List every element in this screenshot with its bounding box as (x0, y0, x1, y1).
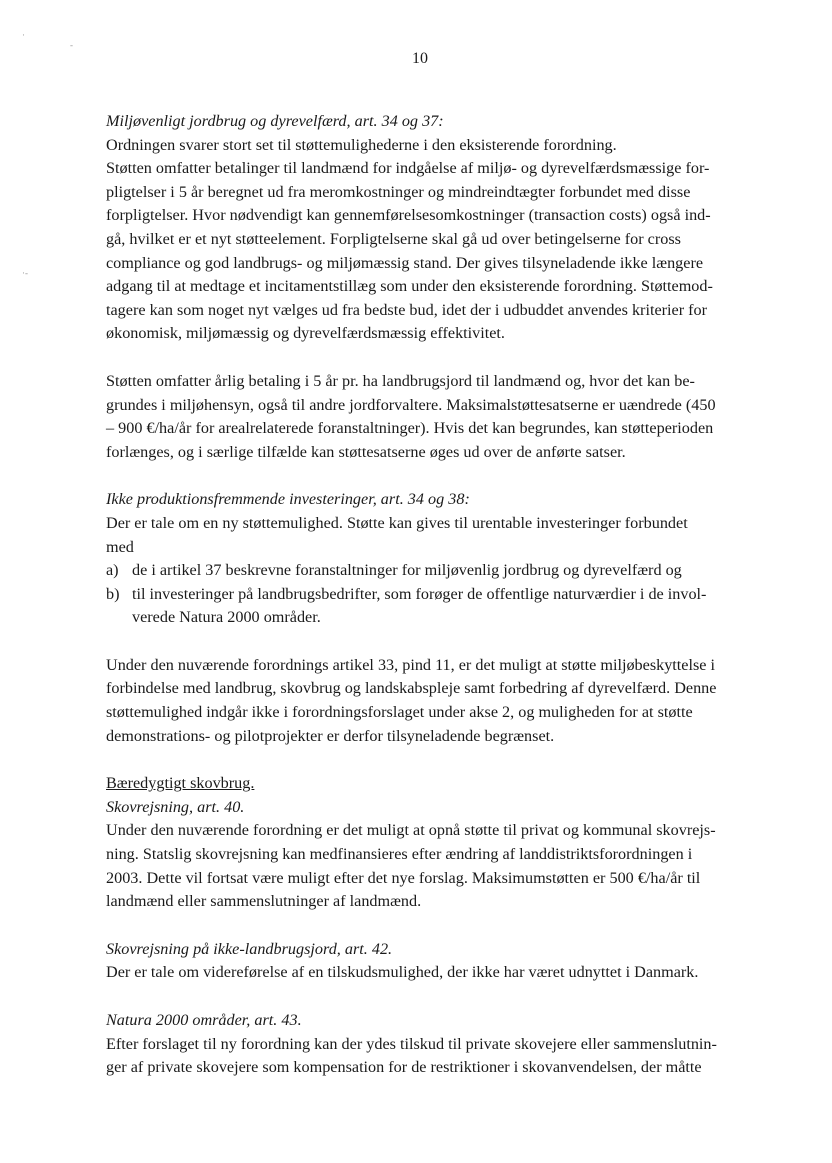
paragraph-gap (106, 914, 746, 938)
section-heading: Skovrejsning på ikke-landbrugsjord, art. 42. (106, 939, 393, 958)
text-line: Der er tale om videreførelse af en tilskudsmulighed, der ikke har været udnyttet i Danmark. (106, 963, 699, 982)
section-stoette-aarlig-betaling (106, 370, 746, 464)
scan-speck: ·- (22, 268, 28, 278)
item-list (106, 559, 746, 630)
text-line: forbindelse med landbrug, skovbrug og landskabspleje samt forbedring af dyrevelfærd. Denne (106, 679, 717, 698)
list-marker: b) (106, 584, 120, 603)
text-line: Efter forslaget til ny forordning kan der ydes tilskud til private skovejere eller sammenslutnin- (106, 1034, 717, 1053)
section-heading: Bæredygtigt skovbrug. (106, 774, 255, 793)
page-number: 10 (412, 50, 428, 67)
list-item (106, 559, 746, 583)
paragraph-gap (106, 748, 746, 772)
list-marker: a) (106, 561, 119, 580)
text-line: landmænd eller sammenslutninger af landmænd. (106, 892, 422, 911)
text-line: støttemulighed indgår ikke i forordningsforslaget under akse 2, og muligheden for at støtte (106, 703, 693, 722)
section-heading: Miljøvenligt jordbrug og dyrevelfærd, art. 34 og 37: (106, 112, 444, 130)
scan-speck: - (70, 40, 73, 50)
list-item-text (132, 583, 746, 630)
text-line: forlænges, og i særlige tilfælde kan støttesatserne øges ud over de anførte satser. (106, 442, 626, 461)
section-ikke-produktionsfremmende (106, 488, 746, 630)
text-line: adgang til at medtage et incitamentstillæg som under den eksisterende forordning. Støttemod- (106, 277, 713, 296)
text-line: tagere kan som noget nyt vælges ud fra bedste bud, idet der i udbuddet anvendes kriterier for (106, 300, 708, 319)
text-line: verede Natura 2000 områder. (132, 608, 321, 627)
text-line: forpligtelser. Hvor nødvendigt kan gennemførelsesomkostninger (transaction costs) også ind- (106, 206, 711, 225)
text-line: gå, hvilket er et nyt støtteelement. Forpligtelserne skal gå ud over betingelserne for cross (106, 229, 681, 248)
section-skovrejsning-ikke-landbrugsjord (106, 938, 746, 985)
text-line: grundes i miljøhensyn, også til andre jordforvaltere. Maksimalstøttesatserne er uændrede (450 (106, 395, 716, 414)
section-heading: Ikke produktionsfremmende investeringer, art. 34 og 38: (106, 490, 470, 509)
text-line: – 900 €/ha/år for arealrelaterede foranstaltninger). Hvis det kan begrundes, kan støtteperioden (106, 419, 714, 438)
paragraph-gap (106, 464, 746, 488)
text-line: Ordningen svarer stort set til støttemulighederne i den eksisterende forordning. (106, 135, 617, 154)
text-line: til investeringer på landbrugsbedrifter, som forøger de offentlige naturværdier i de invol- (132, 584, 707, 603)
section-natura-2000 (106, 1009, 746, 1080)
text-line: Under den nuværende forordnings artikel 33, pind 11, er det muligt at støtte miljøbeskyttelse i (106, 655, 716, 674)
text-line: 2003. Dette vil fortsat være muligt efter det nye forslag. Maksimumstøtten er 500 €/ha/år til (106, 868, 701, 887)
text-line: økonomisk, miljømæssig og dyrevelfærdsmæssig effektivitet. (106, 324, 505, 343)
text-line: compliance og god landbrugs- og miljømæssig stand. Der gives tilsyneladende ikke længere (106, 253, 704, 272)
text-line: ger af private skovejere som kompensation for de restriktioner i skovanvendelsen, der måtte (106, 1058, 702, 1077)
section-heading: Natura 2000 områder, art. 43. (106, 1011, 302, 1029)
scan-speck: · (22, 30, 25, 40)
text-line: de i artikel 37 beskrevne foranstaltninger for miljøvenlig jordbrug og dyrevelfærd og (132, 561, 682, 580)
text-line: ning. Statslig skovrejsning kan medfinansieres efter ændring af landdistriktsforordningen i (106, 845, 693, 864)
section-subheading: Skovrejsning, art. 40. (106, 797, 245, 816)
section-baeredygtigt-skovbrug (106, 772, 746, 914)
paragraph-gap (106, 346, 746, 370)
section-nuvaerende-artikel-33 (106, 654, 746, 748)
section-miljoevenligt-jordbrug (106, 110, 746, 346)
list-item (106, 583, 746, 630)
text-line: Under den nuværende forordning er det muligt at opnå støtte til privat og kommunal skovrejs- (106, 821, 716, 840)
text-line: Der er tale om en ny støttemulighed. Støtte kan gives til urentable investeringer forbundet (106, 513, 688, 532)
text-line: Støtten omfatter betalinger til landmænd for indgåelse af miljø- og dyrevelfærdsmæssige for- (106, 159, 710, 178)
text-line: med (106, 537, 134, 556)
document-body (106, 110, 746, 1080)
text-line: demonstrations- og pilotprojekter er derfor tilsyneladende begrænset. (106, 726, 555, 745)
list-item-text (132, 559, 746, 583)
paragraph-gap (106, 985, 746, 1009)
text-line: pligtelser i 5 år beregnet ud fra meromkostninger og mindreindtægter forbundet med disse (106, 182, 691, 201)
text-line: Støtten omfatter årlig betaling i 5 år pr. ha landbrugsjord til landmænd og, hvor det kan be- (106, 371, 695, 390)
paragraph-gap (106, 630, 746, 654)
